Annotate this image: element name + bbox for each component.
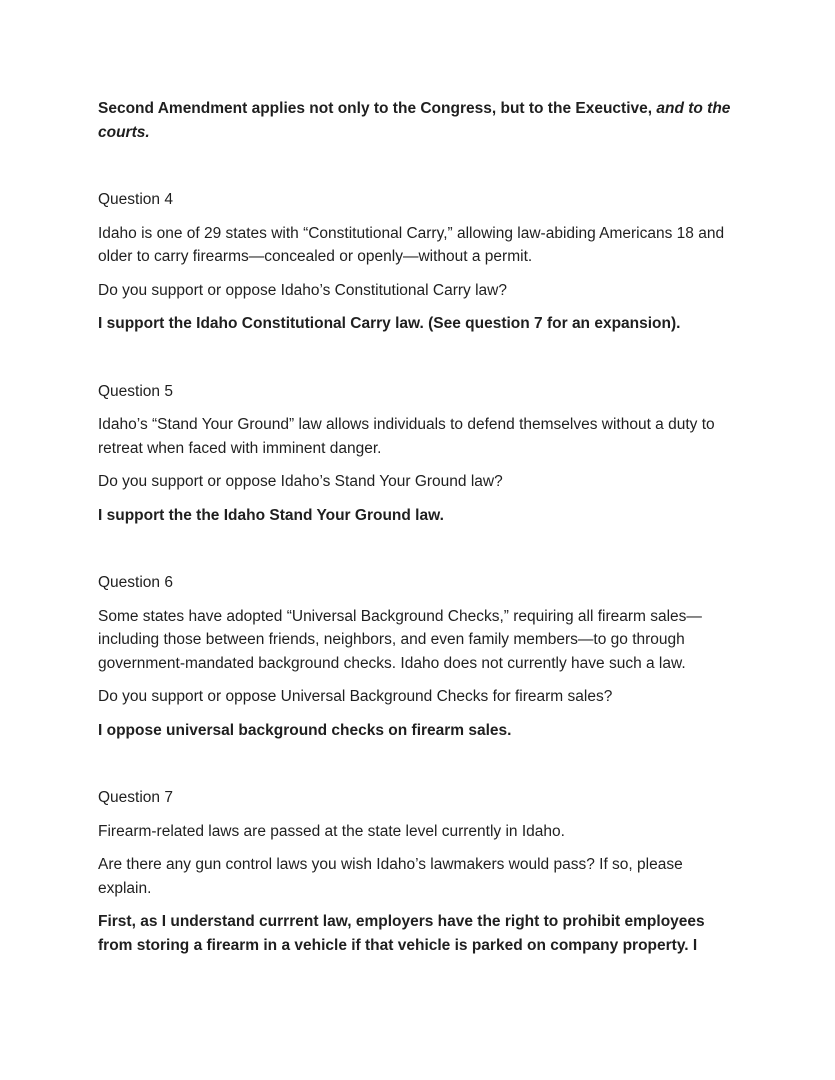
question-7-prompt: Are there any gun control laws you wish Idaho’s lawmakers would pass? If so, please explain. [98,856,683,897]
question-6-label: Question 6 [98,574,173,591]
question-5-prompt: Do you support or oppose Idaho’s Stand Your Ground law? [98,473,503,490]
question-4-label: Question 4 [98,191,173,208]
question-4-body: Idaho is one of 29 states with “Constitutional Carry,” allowing law-abiding Americans 18 and older to carry firearms—concealed or openly—without a permit. [98,224,725,265]
question-7-body: Firearm-related laws are passed at the state level currently in Idaho. [98,822,565,840]
question-6-answer: I oppose universal background checks on firearm sales. [98,721,512,739]
question-6-body: Some states have adopted “Universal Background Checks,” requiring all firearm sales—including those between friends, neighbors, and even family members—to go through government-mandated background checks. Idaho does not currently have such a law. [98,607,702,672]
question-7-section [98,786,737,957]
question-7-label: Question 7 [98,789,173,806]
question-6-prompt: Do you support or oppose Universal Background Checks for firearm sales? [98,688,613,705]
question-6-section [98,571,737,742]
question-5-section [98,380,737,528]
question-7-answer: First, as I understand currrent law, employers have the right to prohibit employees from storing a firearm in a vehicle if that vehicle is parked on company property. I [98,913,705,954]
question-5-label: Question 5 [98,382,173,400]
question-5-body: Idaho’s “Stand Your Ground” law allows individuals to defend themselves without a duty to retreat when faced with imminent danger. [98,416,715,457]
intro-paragraph [98,97,737,144]
question-4-section [98,188,737,336]
question-5-answer: I support the the Idaho Stand Your Ground law. [98,506,444,524]
intro-bold-italic-text: and to the courts. [98,100,731,141]
intro-bold-text: Second Amendment applies not only to the Congress, but to the Exeuctive, [98,100,657,117]
question-4-prompt: Do you support or oppose Idaho’s Constitutional Carry law? [98,281,507,299]
question-4-answer: I support the Idaho Constitutional Carry law. (See question 7 for an expansion). [98,315,681,332]
